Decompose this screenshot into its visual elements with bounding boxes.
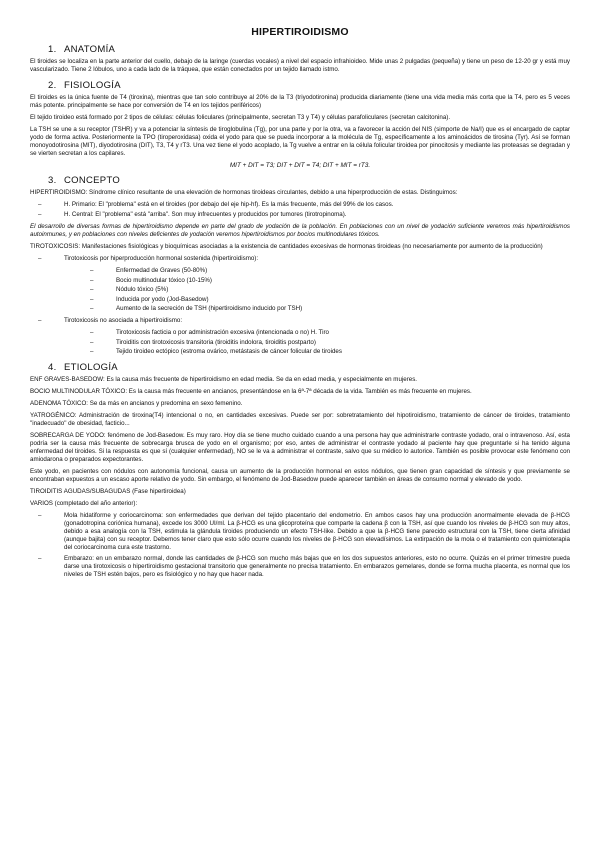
list-item: – Mola hidatiforme y coriocarcinoma: son enfermedades que derivan del tejido placentario del endometrio. En ambos casos hay una producción anormalmente elevada de β-HCG (gonadotropina coriónica humana), excede los 3000 UI/ml. La β-HCG es una glicoproteína que comparte la cadena β con la TSH, así que cuando los niveles de β-HCG son muy altos, debido a esa analogía con la TSH, estimula la glándula tiroides produciendo un efecto TSH-like. Debido a que la β-HCG tiene parecido estructural con la TSH, tiene cierta afinidad (aunque bajita) con su receptor. Debemos tener claro que esto sólo ocurre cuando los niveles de β-HCG son elevadísimos. La extirpación de la mola o el tratamiento con quimioterapia del coriocarcinoma cura este trastorno. xyxy=(30,512,570,552)
section-heading-etiologia xyxy=(48,362,570,373)
list-item: – H. Central: El "problema" está "arriba". Son muy infrecuentes y producidos por tumores (tirotropinoma). xyxy=(30,211,570,219)
section-title: ETIOLOGÍA xyxy=(64,362,118,373)
section-heading-fisiologia xyxy=(48,80,570,91)
sub-list-item: – Tiroiditis con tirotoxicosis transitoria (tiroiditis indolora, tiroiditis postparto) xyxy=(30,339,570,347)
list-item: – H. Primario: El "problema" está en el tiroides (por debajo del eje hip-hf). Es la más frecuente, más del 99% de los casos. xyxy=(30,201,570,209)
term-text: Síndrome clínico resultante de una elevación de hormonas tiroideas circulantes, debido a una hiperproducción de estas. Distinguimos: xyxy=(87,189,458,196)
tirotoxicosis-definition xyxy=(30,243,570,251)
fisiologia-paragraph-2: El tejido tiroideo está formado por 2 tipos de células: células foliculares (principalmente, secretan T3 y T4) y células parafoliculares (secretan calcitonina). xyxy=(30,114,451,121)
section-number: 3. xyxy=(48,175,57,186)
section-heading-anatomia xyxy=(48,44,570,55)
section-title: ANATOMÍA xyxy=(64,44,116,55)
etiologia-graves: ENF GRAVES-BASEDOW: Es la causa más frecuente de hipertiroidismo en edad media. Se da en edad media, y especialmente en mujeres. xyxy=(30,376,418,383)
sub-list-item: – Tirotoxicosis facticia o por administración excesiva (intencionada o no) H. Tiro xyxy=(30,329,570,337)
section-number: 4. xyxy=(48,362,57,373)
section-number: 1. xyxy=(48,44,57,55)
sub-list-item: – Inducida por yodo (Jod-Basedow) xyxy=(30,296,570,304)
etiologia-yatrogenico: YATROGÉNICO: Administración de tiroxina(T4) intencional o no, en cantidades excesivas. Puede ser por: sobretratamiento del hipotiroidismo, tratamiento de cáncer de tiroides, tratamiento "inadecuado" de obesidad, facticio... xyxy=(30,412,570,427)
sub-list-item: – Tejido tiroideo ectópico (estroma ovárico, metástasis de cáncer folicular de tiroides xyxy=(30,348,570,356)
section-heading-concepto xyxy=(48,175,570,186)
iodination-equation: MIT + DIT = T3; DIT + DIT = T4; DIT + MIT = rT3. xyxy=(229,162,371,169)
anatomia-paragraph: El tiroides se localiza en la parte anterior del cuello, debajo de la laringe (cuerdas vocales) a nivel del espacio infrahioideo. Mide unas 2 pulgadas (pequeña) y tiene un peso de 12-20 gr y está muy vascularizado. Tiene 2 lóbulos, uno a cada lado de la tráquea, que están conectados por un tejido llamado istmo. xyxy=(30,58,570,73)
section-number: 2. xyxy=(48,80,57,91)
term-text: Manifestaciones fisiológicas y bioquímicas asociadas a la existencia de cantidades excesivas de hormonas tiroideas (no necesariamente por aumento de la producción) xyxy=(80,243,543,250)
fisiologia-paragraph-3: La TSH se une a su receptor (TSHR) y va a potenciar la síntesis de tiroglobulina (Tg), por una parte y por la otra, va a favorecer la acción del NIS (simporte de Na/I) que es el encargado de captar yodo de forma activa. Posteriormente la TPO (tiroperoxidasa) oxida el yodo para que se pueda incorporar a la molécula de Tg, específicamente a los aminoácidos de tirosina (Tyr). Así se forman monoyodotirosina (MIT), diyodotirosina (DIT), T3, T4 y rT3. Una vez tiene el yodo acoplado, la Tg vuelve a entrar en la célula folicular tiroidea por pinocitosis y mediante las proteasas se degradan y se vierten secretan a los capilares. xyxy=(30,126,570,157)
sub-list-item: – Bocio multinodular tóxico (10-15%) xyxy=(30,277,570,285)
etiologia-sobrecarga-yodo: SOBRECARGA DE YODO: fenómeno de Jod-Basedow. Es muy raro. Hoy día se tiene mucho cuidado cuando a una persona hay que administrarle contraste yodado, oral o intravenoso. Así, esta podría ser la causa más frecuente de sobrecarga brusca de yodo en el organismo; por eso, antes de administrar el contraste yodado al paciente hay que preguntarle si ha tenido alguna enfermedad del tiroides. Si la respuesta es que sí (cualquier enfermedad), NO se le va a administrar el contraste, salvo que su médico lo autorice. También es posible provocar este fenómeno con amiodarona o preparados expectorantes. xyxy=(30,432,570,463)
etiologia-varios: VARIOS (completado del año anterior): xyxy=(30,500,138,507)
list-item: – Tirotoxicosis no asociada a hipertiroidismo: xyxy=(30,317,570,325)
section-title: CONCEPTO xyxy=(64,175,121,186)
term-label: TIROTOXICOSIS: xyxy=(30,243,81,250)
etiologia-adenoma: ADENOMA TÓXICO: Se da más en ancianos y predomina en sexo femenino. xyxy=(30,400,243,407)
section-title: FISIOLOGÍA xyxy=(64,80,121,91)
italic-note: El desarrollo de diversas formas de hipertiroidismo depende en parte del grado de yodación de la población. En poblaciones con un nivel de yodación suficiente veremos más hipertiroidismos autoinmunes, y en poblaciones con niveles deficientes de yodación veremos hipertiroidismos por bocios multinodulares tóxicos. xyxy=(30,223,570,238)
hipertiroidismo-definition xyxy=(30,189,570,197)
document-title: HIPERTIROIDISMO xyxy=(251,26,349,38)
etiologia-tiroiditis: TIROIDITIS AGUDAS/SUBAGUDAS (Fase hipertiroidea) xyxy=(30,488,186,495)
sub-list-item: – Aumento de la secreción de TSH (hipertiroidismo inducido por TSH) xyxy=(30,305,570,313)
list-item: – Embarazo: en un embarazo normal, donde las cantidades de β-HCG son mucho más bajas que en los dos supuestos anteriores, esto no ocurre. Quizás en el primer trimestre pueda darse una tirotoxicosis o hipertiroidismo gestacional transitorio que generalmente no precisa tratamiento. En embarazos gemelares, donde se forma mucha placenta, es normal que los niveles de TSH estén bajos, pero es fisiológico y no hay que hacer nada. xyxy=(30,555,570,579)
list-item: – Tirotoxicosis por hiperproducción hormonal sostenida (hipertiroidismo): xyxy=(30,255,570,263)
sub-list-item: – Enfermedad de Graves (50-80%) xyxy=(30,267,570,275)
etiologia-yodo-nodulos: Este yodo, en pacientes con nódulos con autonomía funcional, causa un aumento de la producción hormonal en estos nódulos, que tienen gran capacidad de síntesis y que previamente se encontraban expuestos a un escaso aporte relativo de yodo. Sin embargo, el fenómeno de Jod-Basedow puede aparecer también en áreas de consumo normal y elevado de yodo. xyxy=(30,468,570,483)
sub-list-item: – Nódulo tóxico (5%) xyxy=(30,286,570,294)
term-label: HIPERTIROIDISMO: xyxy=(30,189,88,196)
fisiologia-paragraph-1: El tiroides es la única fuente de T4 (tiroxina), mientras que tan solo contribuye al 20% de la T3 (triyodotironina) producida diariamente (tiene una vida media más corta que la T4, pero es 5 veces más potente. principalmente se hace por conversión de T4 en los tejidos periféricos) xyxy=(30,94,570,109)
etiologia-bocio: BOCIO MULTINODULAR TÓXICO: Es la causa más frecuente en ancianos, presentándose en la 6ª-7ª década de la vida. También es más frecuente en mujeres. xyxy=(30,388,472,395)
